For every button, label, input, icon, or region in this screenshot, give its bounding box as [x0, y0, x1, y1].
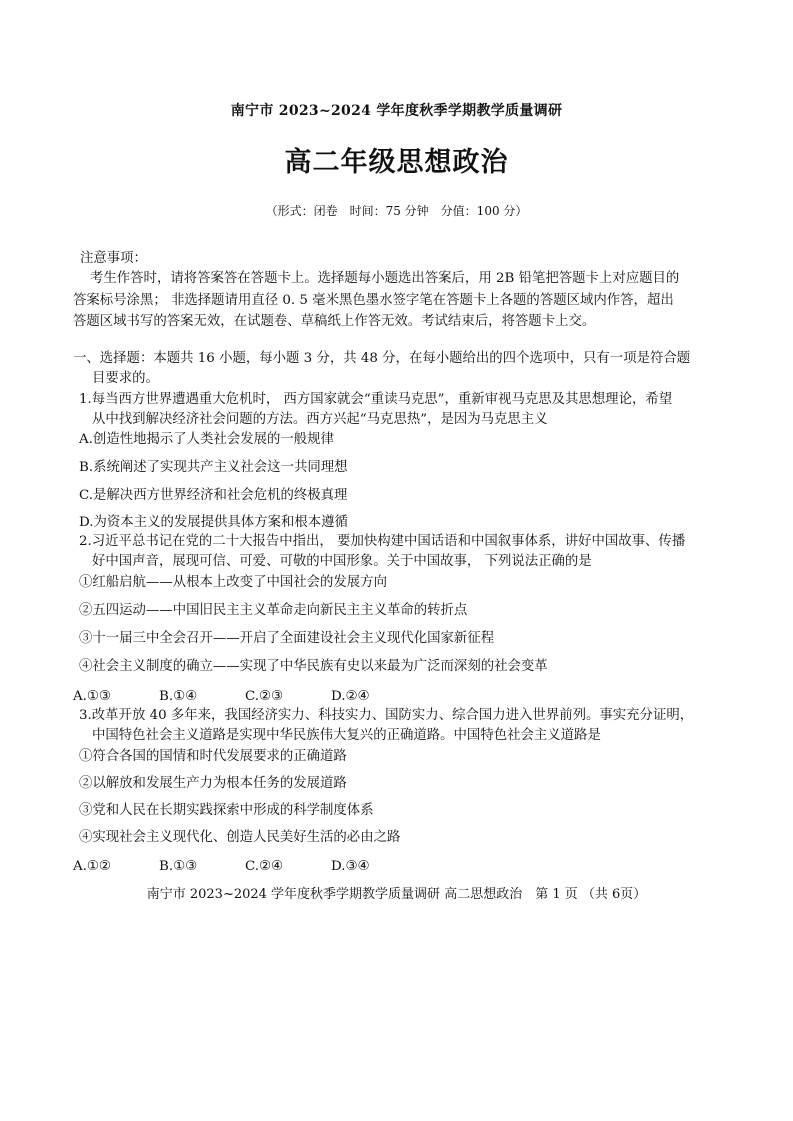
q3-option-d: D.③④ — [331, 859, 370, 874]
q1-option-b: B.系统阐述了实现共产主义社会这一共同理想 — [79, 460, 348, 475]
q3-item-2: ②以解放和发展生产力为根本任务的发展道路 — [79, 776, 347, 791]
q2-item-2: ②五四运动——中国旧民主主义革命走向新民主主义革命的转折点 — [79, 603, 468, 618]
q1-stem: 从中找到解决经济社会问题的方法。西方兴起“马克思热”，是因为马克思主义 — [92, 412, 548, 427]
page-footer: 南宁市 2023~2024 学年度秋季学期教学质量调研 高二思想政治 第 1 页 （共 6页） — [146, 887, 647, 902]
notice-line: 答题区域书写的答案无效，在试题卷、草稿纸上作答无效。考试结束后，将答题卡上交。 — [73, 314, 596, 329]
q2-stem: 2.习近平总书记在党的二十大报告中指出， 要加快构建中国话语和中国叙事体系，讲好中国故事、传播 — [79, 534, 686, 549]
exam-subtitle: 南宁市 2023~2024 学年度秋季学期教学质量调研 — [230, 103, 563, 119]
q2-option-a: A.①③ — [73, 689, 111, 704]
q1-option-c: C.是解决西方世界经济和社会危机的终极真理 — [79, 488, 348, 503]
q1-option-d: D.为资本主义的发展提供具体方案和根本遵循 — [79, 515, 348, 530]
section-heading-cont: 目要求的。 — [92, 371, 159, 386]
q3-item-1: ①符合各国的国情和时代发展要求的正确道路 — [79, 749, 347, 764]
q3-option-c: C.②④ — [245, 859, 284, 874]
q2-options — [73, 688, 370, 706]
section-heading: 一、选择题：本题共 16 小题，每小题 3 分，共 48 分，在每小题给出的四个选项中，只有一项是符合题 — [73, 351, 691, 366]
q2-item-3: ③十一届三中全会召开——开启了全面建设社会主义现代化国家新征程 — [79, 631, 495, 646]
q3-stem: 中国特色社会主义道路是实现中华民族伟大复兴的正确道路。中国特色社会主义道路是 — [92, 728, 601, 743]
q3-stem: 3.改革开放 40 多年来，我国经济实力、科技实力、国防实力、综合国力进入世界前列。事实充分证明， — [79, 708, 694, 723]
q2-option-c: C.②③ — [245, 689, 284, 704]
notice-line: 答案标号涂黑； 非选择题请用直径 0. 5 毫米黑色墨水签字笔在答题卡上各题的答题区域内作答，超出 — [73, 293, 674, 308]
q2-item-4: ④社会主义制度的确立——实现了中华民族有史以来最为广泛而深刻的社会变革 — [79, 659, 548, 674]
q3-item-4: ④实现社会主义现代化、创造人民美好生活的必由之路 — [79, 830, 401, 845]
q1-option-a: A.创造性地揭示了人类社会发展的一般规律 — [79, 432, 334, 447]
exam-title: 高二年级思想政治 — [284, 147, 509, 178]
q2-option-b: B.①④ — [159, 689, 198, 704]
q3-option-b: B.①③ — [159, 859, 198, 874]
q3-options — [73, 858, 370, 876]
q3-item-3: ③党和人民在长期实践探索中形成的科学制度体系 — [79, 803, 374, 818]
q3-option-a: A.①② — [73, 859, 111, 874]
q2-option-d: D.②④ — [331, 689, 370, 704]
q2-stem: 好中国声音，展现可信、可爱、可敬的中国形象。关于中国故事， 下列说法正确的是 — [92, 554, 592, 569]
notice-heading: 注意事项： — [80, 251, 147, 266]
q1-stem: 1.每当西方世界遭遇重大危机时， 西方国家就会“重读马克思”，重新审视马克思及其思想理论，希望 — [79, 392, 673, 407]
notice-line: 考生作答时，请将答案答在答题卡上。选择题每小题选出答案后，用 2B 铅笔把答题卡上对应题目的 — [90, 271, 680, 286]
q2-item-1: ①红船启航——从根本上改变了中国社会的发展方向 — [79, 575, 387, 590]
exam-meta: （形式：闭卷 时间：75 分钟 分值：100 分） — [265, 204, 528, 218]
